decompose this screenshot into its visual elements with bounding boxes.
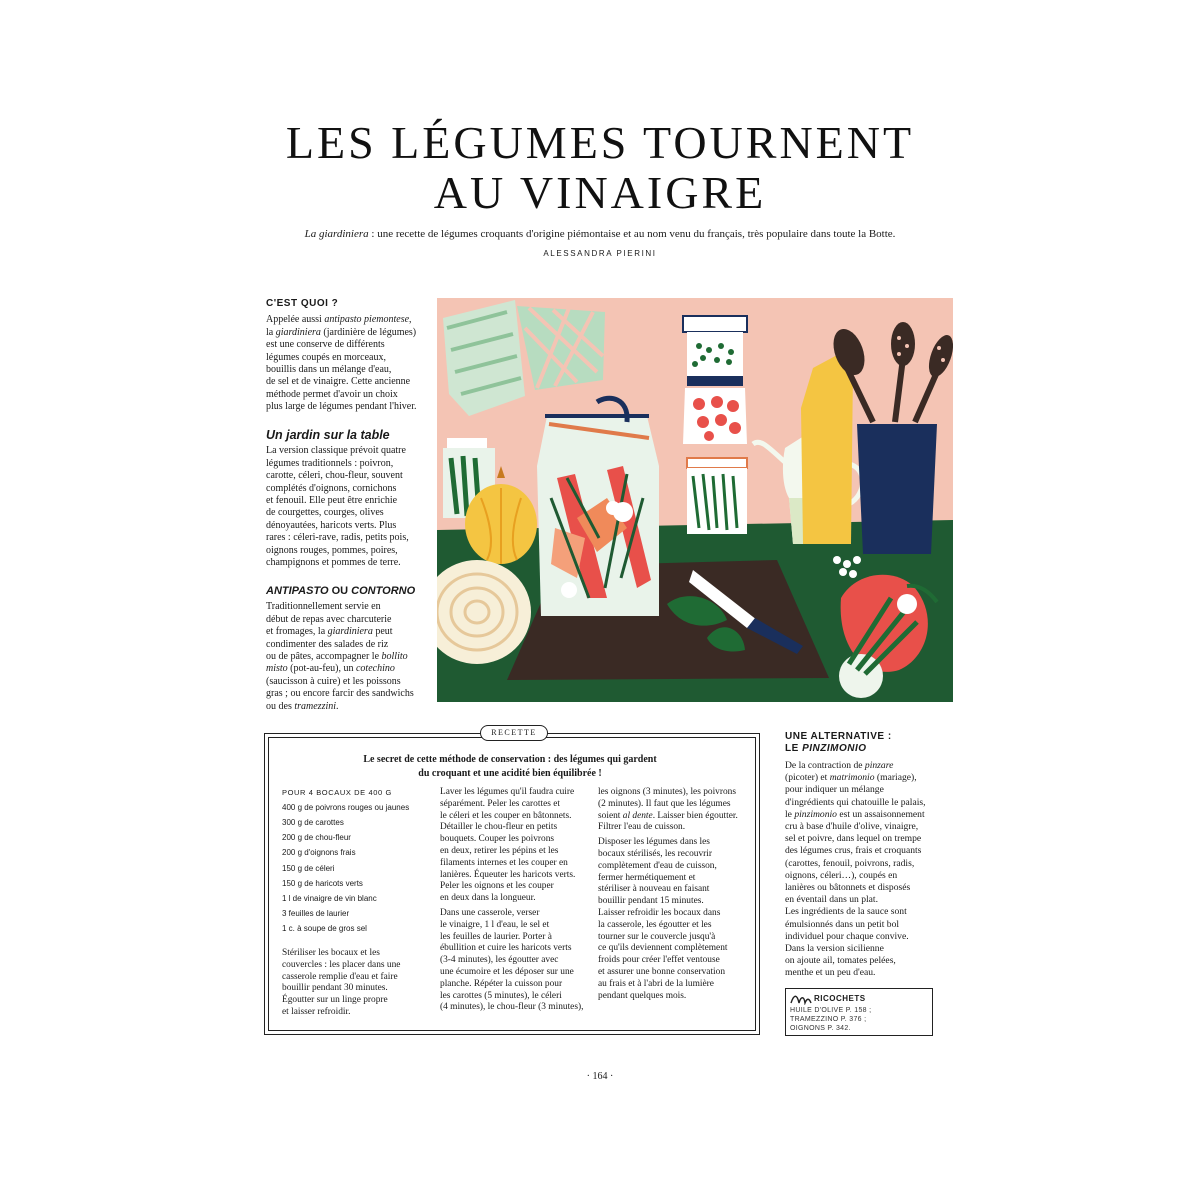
recipe-step-2: Laver les légumes qu'il faudra cuire séparément. Peler les carottes et le céleri et les couper en bâtonnets. Détailler le chou-fleur en petits bouquets. Couper les poivrons en deux, retirer les pépins et les filaments internes et les couper en lanières. Équeuter les haricots verts. Peler les oignons et les couper en deux dans la longueur. — [440, 787, 576, 904]
title-line-2: AU VINAIGRE — [433, 167, 767, 218]
ricochets-list — [790, 1006, 871, 1033]
recipe-tag: RECETTE — [480, 725, 548, 741]
ingredient-item: 200 g d'oignons frais — [282, 848, 356, 857]
alt-heading-term: PINZIMONIO — [802, 743, 867, 754]
alt-heading-line-2 — [785, 743, 892, 755]
alt-heading-line-1: UNE ALTERNATIVE : — [785, 731, 892, 742]
section-body: La version classique prévoit quatre légumes traditionnels : poivron, carotte, céleri, chou-fleur, souvent complétés d'oignons, cornichons et fenouil. Elle peut être enrichie de courgettes, courges, olives dénoyautées, haricots verts. Plus rares : céleri-rave, radis, petits pois, oignons rouges, pommes, poires, champignons et pommes de terre. — [266, 445, 409, 569]
heading-part-b: OU — [328, 585, 352, 597]
recipe-col-2 — [440, 787, 590, 1017]
recipe-step-3-cont: les oignons (3 minutes), les poivrons (2 minutes). Il faut que les légumes soient al dente. Laisser bien égoutter. Filtrer l'eau de cuisson. — [598, 787, 738, 833]
ingredient-item: 150 g de haricots verts — [282, 879, 363, 888]
ingredient-item: 150 g de céleri — [282, 864, 335, 873]
subtitle — [150, 228, 1050, 240]
ingredient-item: 400 g de poivrons rouges ou jaunes — [282, 803, 410, 812]
section-heading — [266, 585, 426, 597]
ricochet-link[interactable]: TRAMEZZINO P. 376 ; — [790, 1016, 867, 1023]
author-byline: ALESSANDRA PIERINI — [543, 249, 657, 258]
recipe-intro-line-1: Le secret de cette méthode de conservation : des légumes qui gardent — [363, 754, 657, 765]
ricochet-link[interactable]: HUILE D'OLIVE P. 158 ; — [790, 1007, 872, 1014]
alternative-body: De la contraction de pinzare (picoter) et matrimonio (mariage), pour indiquer un mélange d'ingrédients qui chatouille le palais, le pinzimonio est un assaisonnement cru à base d'huile d'olive, vinaigre, sel et poivre, dans lequel on trempe des légumes crus, frais et croquants (carottes, fenouil, poivrons, radis, oignons, céleri…), coupés en lanières ou bâtonnets et disposés en éventail dans un plat. Les ingrédients de la sauce sont émulsionnés dans un petit bol individuel pour chaque convive. Dans la version sicilienne on ajoute ail, tomates pelées, menthe et un peu d'eau. — [785, 760, 926, 979]
ingredient-item: 3 feuilles de laurier — [282, 909, 350, 918]
ricochets-heading: RICOCHETS — [814, 994, 866, 1003]
ricochet-link[interactable]: OIGNONS P. 342. — [790, 1025, 851, 1032]
illustration-big-jar — [537, 398, 659, 616]
subtitle-rest: : une recette de légumes croquants d'origine piémontaise et au nom venu du français, très populaire dans toute la Botte. — [368, 228, 896, 240]
alternative-heading — [785, 731, 892, 755]
sidebar-section-garden — [266, 429, 426, 569]
recipe-step-3: Dans une casserole, verser le vinaigre, 1 l d'eau, le sel et les feuilles de laurier. Porter à ébullition et cuire les haricots verts (3-4 minutes), les égoutter avec une écumoire et les déposer sur une planche. Répéter la cuisson pour les carottes (5 minutes), le céleri (4 minutes), le chou-fleur (3 minutes), — [440, 907, 584, 1013]
page-title — [0, 118, 1200, 218]
ingredient-item: 300 g de carottes — [282, 818, 344, 827]
sidebar-section-what — [266, 298, 426, 414]
subtitle-lead: La giardiniera — [304, 228, 369, 240]
illustration-bottle — [801, 354, 853, 544]
section-body: Traditionnellement servie en début de repas avec charcuterie et fromages, la giardiniera peut condimenter des salades de riz ou de pâtes, accompagner le bollito misto (pot-au-feu), un cotechino (saucisson à cuire) et les poissons gras ; ou encore farcir des sandwichs ou des tramezzini. — [266, 601, 414, 712]
step-text: Stériliser les bocaux et les couvercles : les placer dans une casserole remplie d'eau et faire bouillir pendant 30 minutes. Égoutter sur un linge propre et laisser refroidir. — [282, 948, 401, 1017]
recipe-col-3 — [598, 787, 758, 1005]
recipe-intro-line-2: du croquant et une acidité bien équilibrée ! — [418, 768, 602, 779]
page-number: · 164 · — [586, 1071, 614, 1082]
ricochets-box — [785, 988, 933, 1036]
heading-part-c: CONTORNO — [351, 585, 416, 597]
recipe-step-1 — [282, 948, 432, 1022]
title-line-1: LES LÉGUMES TOURNENT — [285, 117, 915, 168]
section-heading: C'EST QUOI ? — [266, 298, 339, 309]
sidebar-section-antipasto — [266, 585, 426, 713]
ingredients-heading: POUR 4 BOCAUX DE 400 G — [282, 788, 392, 797]
illustration-stacked-jars — [683, 316, 747, 534]
ingredient-item: 200 g de chou-fleur — [282, 833, 351, 842]
ricochet-icon — [790, 993, 812, 1005]
alt-heading-prefix: LE — [785, 743, 803, 754]
heading-part-a: ANTIPASTO — [266, 585, 329, 597]
section-heading: Un jardin sur la table — [266, 428, 390, 442]
section-body: Appelée aussi antipasto piemontese, la giardiniera (jardinière de légumes) est une conserve de différents légumes coupés en morceaux, bouillis dans un mélange d'eau, de sel et de vinaigre. Cette ancienne méthode permet d'avoir un choix plus large de légumes pendant l'hiver. — [266, 314, 417, 413]
ingredient-item: 1 c. à soupe de gros sel — [282, 924, 367, 933]
giardiniera-illustration — [437, 298, 953, 702]
recipe-step-4: Disposer les légumes dans les bocaux stérilisés, les recouvrir complètement d'eau de cuisson, fermer hermétiquement et stériliser à nouveau en faisant bouillir pendant 15 minutes. Laisser refroidir les bocaux dans la casserole, les égoutter et les tourner sur le couvercle jusqu'à ce qu'ils deviennent complètement froids pour créer l'effet ventouse et assurer une bonne conservation au frais et à l'abri de la lumière pendant quelques mois. — [598, 837, 728, 1001]
ingredient-item: 1 l de vinaigre de vin blanc — [282, 894, 377, 903]
recipe-intro — [300, 753, 720, 781]
